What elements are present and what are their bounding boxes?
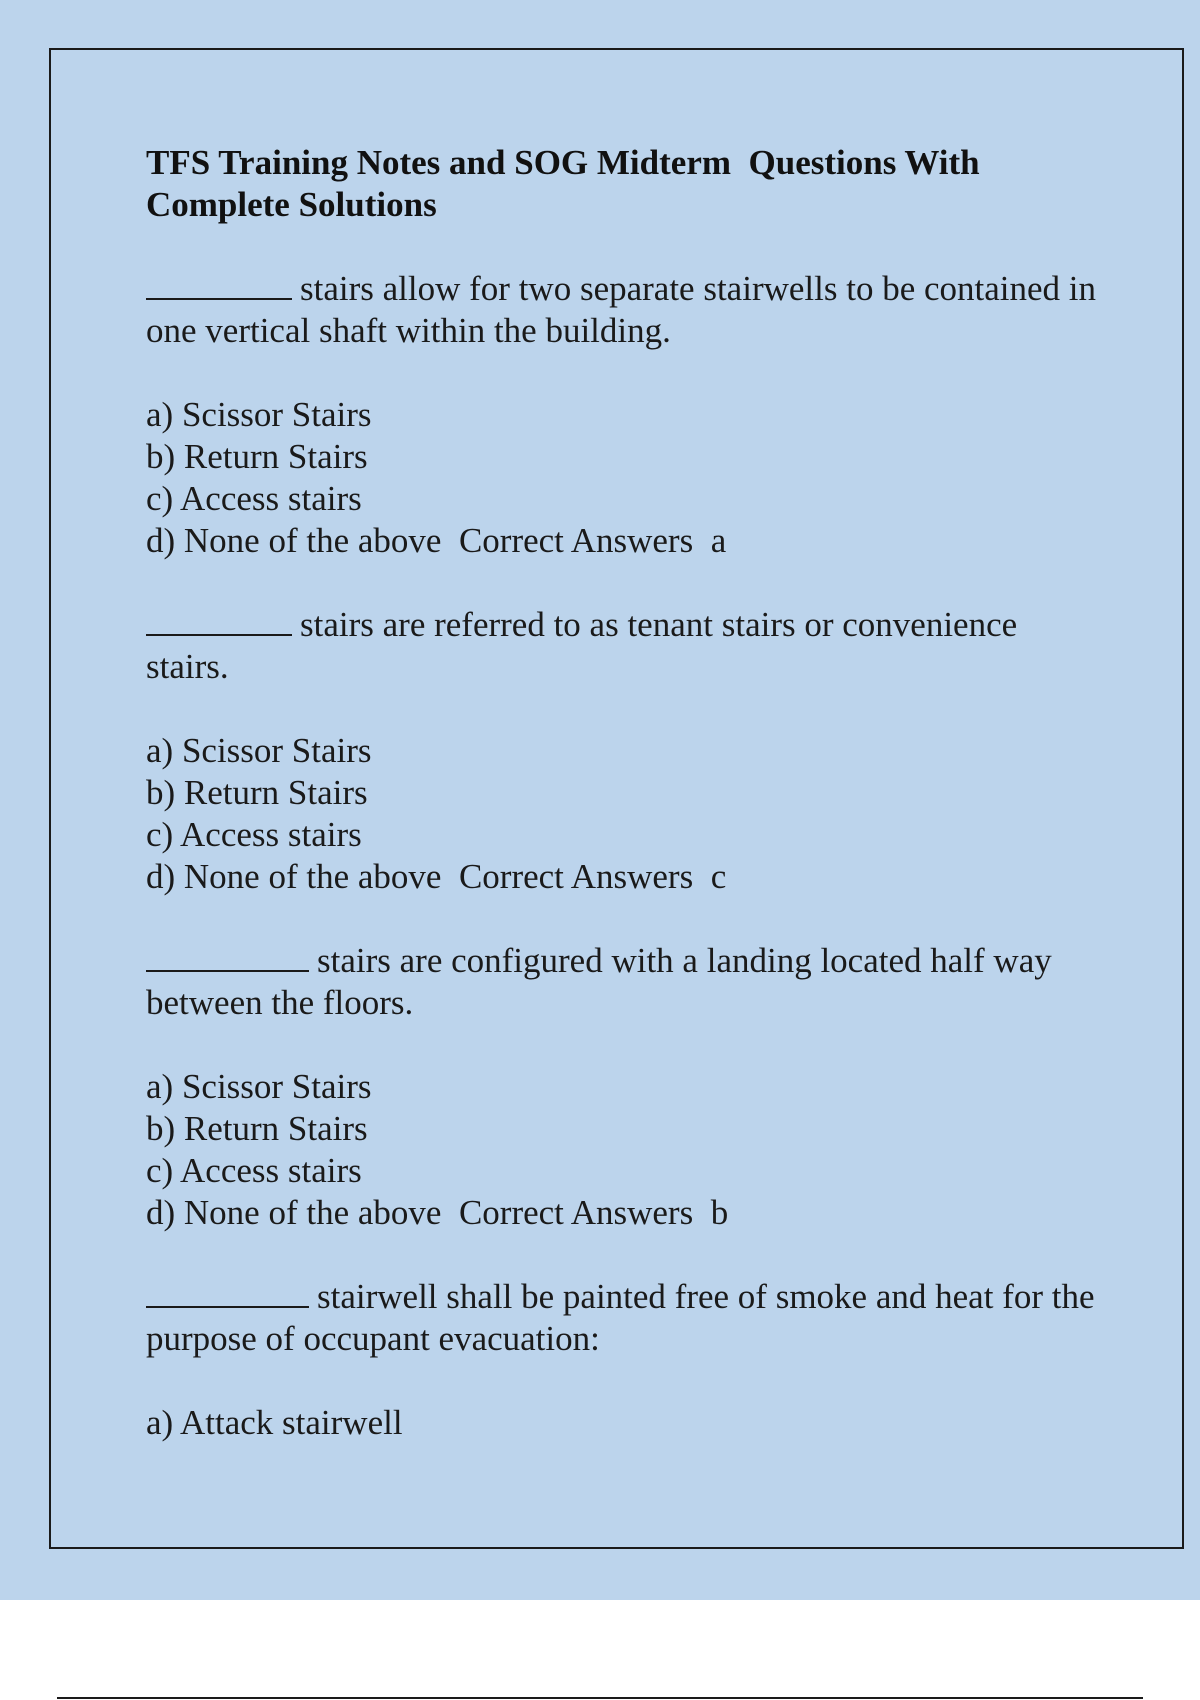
question-1: [146, 268, 1106, 562]
question-1-blank: [146, 268, 292, 300]
question-2-blank: [146, 604, 292, 636]
option-d-with-answer: [146, 856, 1106, 898]
footer-divider: [57, 1697, 1143, 1699]
option-a: a) Scissor Stairs: [146, 395, 372, 434]
question-3: [146, 940, 1106, 1234]
question-4-blank: [146, 1276, 309, 1308]
option-c: c) Access stairs: [146, 1151, 362, 1190]
question-4: [146, 1276, 1106, 1444]
option-c: c) Access stairs: [146, 479, 362, 518]
question-2-stem: stairs are referred to as tenant stairs or convenience stairs.: [146, 605, 1018, 686]
option-d: d) None of the above: [146, 1193, 442, 1232]
option-d-with-answer: [146, 1192, 1106, 1234]
question-3-stem: stairs are configured with a landing located half way between the floors.: [146, 941, 1052, 1022]
question-2-text: [146, 604, 1106, 688]
question-1-options: [146, 394, 1106, 562]
option-d: d) None of the above: [146, 857, 442, 896]
answer-label: Correct Answers: [458, 1193, 694, 1232]
option-a: a) Attack stairwell: [146, 1403, 403, 1442]
question-2: [146, 604, 1106, 898]
answer-label: Correct Answers: [458, 521, 694, 560]
question-1-text: [146, 268, 1106, 352]
document-title: TFS Training Notes and SOG Midterm Questions With Complete Solutions: [146, 143, 989, 224]
question-3-options: [146, 1066, 1106, 1234]
question-1-stem: stairs allow for two separate stairwells to be contained in one vertical shaft within the building.: [146, 269, 1097, 350]
option-b: b) Return Stairs: [146, 437, 368, 476]
option-a: a) Scissor Stairs: [146, 1067, 372, 1106]
answer-value: b: [710, 1193, 729, 1232]
question-4-stem: stairwell shall be painted free of smoke and heat for the purpose of occupant evacuation:: [146, 1277, 1095, 1358]
question-4-options: [146, 1402, 1106, 1444]
answer-label: Correct Answers: [458, 857, 694, 896]
answer-value: a: [710, 521, 727, 560]
option-d: d) None of the above: [146, 521, 442, 560]
question-2-options: [146, 730, 1106, 898]
option-d-with-answer: [146, 520, 1106, 562]
option-b: b) Return Stairs: [146, 1109, 368, 1148]
question-3-text: [146, 940, 1106, 1024]
document-content: [146, 142, 1106, 1444]
question-4-text: [146, 1276, 1106, 1360]
question-3-blank: [146, 940, 309, 972]
option-a: a) Scissor Stairs: [146, 731, 372, 770]
answer-value: c: [710, 857, 727, 896]
option-c: c) Access stairs: [146, 815, 362, 854]
option-b: b) Return Stairs: [146, 773, 368, 812]
